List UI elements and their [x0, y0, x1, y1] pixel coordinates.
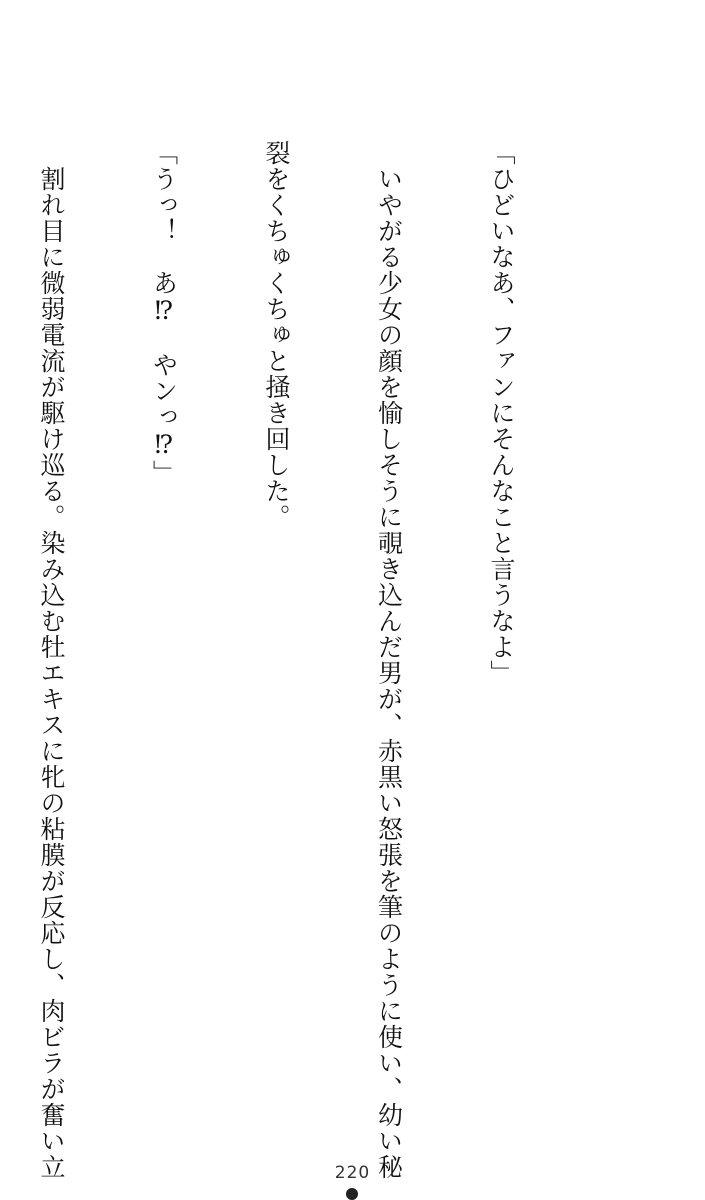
- page-marker-dot: [346, 1188, 358, 1200]
- text-line: 「ひどいなあ、ファンにそんなこと言うなよ」: [487, 140, 516, 686]
- text-line: 「うっ！ あ⁉ やンっ⁉」: [149, 140, 179, 486]
- text-line: 裂をくちゅくちゅと掻き回した。: [262, 140, 291, 530]
- page-number: 220: [334, 1163, 371, 1183]
- text-line: 割れ目に微弱電流が駆け巡る。染み込む牡エキスに牝の粘膜が反応し、肉ビラが奮い立: [37, 140, 66, 1180]
- text-line: いやがる少女の顔を愉しそうに覗き込んだ男が、赤黒い怒張を筆のように使い、幼い秘: [374, 140, 404, 1180]
